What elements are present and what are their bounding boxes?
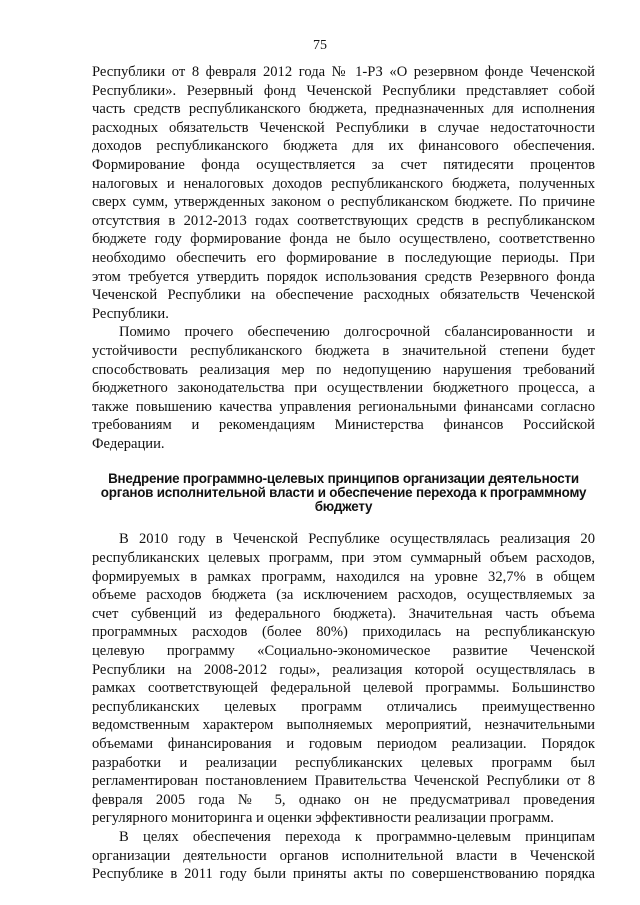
- paragraph-line: объеме расходов бюджета (за исключением расходов, осуществляемых за: [92, 587, 595, 604]
- paragraph-line: В 2010 году в Чеченской Республике осуществлялась реализация 20: [119, 531, 595, 548]
- paragraph-line: рамках соответствующей федеральной целевой программы. Большинство: [92, 680, 595, 697]
- paragraph-line: Республики.: [92, 305, 169, 322]
- paragraph-line: счет субвенций из федерального бюджета). Значительная часть объема: [92, 605, 595, 622]
- paragraph-line: доходов республиканского бюджета для их финансового обеспечения.: [92, 138, 595, 155]
- paragraph-line: этом требуется утвердить порядок использования средств Резервного фонда: [92, 268, 595, 285]
- paragraph-line: объемами финансирования и годовым периодом реализации. Порядок: [92, 736, 595, 752]
- paragraph-line: регулярного мониторинга и оценки эффективности реализации программ.: [92, 810, 554, 827]
- paragraph-line: отсутствия в 2012-2013 годах соответствующих средств в республиканском: [92, 212, 595, 229]
- paragraph-line: Чеченской Республики на обеспечение расходных обязательств Чеченской: [92, 287, 595, 304]
- paragraph-line: Республики на 2008-2012 годы», реализация которой осуществлялась в: [92, 661, 595, 678]
- section-heading-line: органов исполнительной власти и обеспечение перехода к программному: [100, 485, 587, 501]
- paragraph-line: бюджете году формирование фонда не было осуществлено, соответственно: [92, 231, 595, 248]
- paragraph-line: налоговых и неналоговых доходов республиканского бюджета, полученных: [92, 175, 595, 192]
- section-heading: [92, 472, 595, 514]
- paragraph-line: требованиям и рекомендациям Министерства финансов Российской: [92, 417, 595, 434]
- document-body: [92, 63, 595, 884]
- page-number: 75: [313, 38, 327, 53]
- paragraph-line: Республике в 2011 году были приняты акты по совершенствованию порядка: [92, 866, 595, 883]
- paragraph-line: республиканских целевых программ отличались преимущественно: [92, 698, 595, 715]
- paragraph: [92, 63, 595, 323]
- paragraph-line: сверх сумм, утвержденных законом о республиканском бюджете. По причине: [92, 194, 595, 211]
- paragraph-line: часть средств республиканского бюджета, предназначенных для исполнения: [92, 101, 595, 118]
- paragraph-line: способствовать реализация мер по недопущению нарушения требований: [92, 361, 595, 378]
- paragraph-line: устойчивости республиканского бюджета в значительной степени будет: [92, 342, 595, 359]
- paragraph: [92, 530, 595, 828]
- paragraph: [92, 828, 595, 884]
- paragraph-line: Республики от 8 февраля 2012 года № 1-РЗ «О резервном фонде Чеченской: [92, 64, 595, 80]
- paragraph-line: регламентирован постановлением Правительства Чеченской Республики от 8: [92, 773, 595, 790]
- paragraph-line: февраля 2005 года № 5, однако он не предусматривал проведения: [92, 791, 595, 808]
- paragraph-line: Республики». Резервный фонд Чеченской Республики представляет собой: [92, 82, 595, 99]
- section-heading-line: бюджету: [314, 499, 373, 515]
- paragraph-line: расходных обязательств Чеченской Республики в случае недостаточности: [92, 119, 595, 136]
- top-paragraphs: [92, 63, 595, 453]
- paragraph-line: также повышению качества управления региональными финансами согласно: [92, 398, 595, 415]
- paragraph-line: бюджетного законодательства при осуществлении бюджетного процесса, а: [92, 380, 595, 397]
- paragraph-line: необходимо обеспечить его формирование в последующие периоды. При: [92, 249, 595, 266]
- paragraph-line: Помимо прочего обеспечению долгосрочной сбалансированности и: [119, 324, 595, 341]
- paragraph-line: Федерации.: [92, 435, 165, 452]
- paragraph-line: В целях обеспечения перехода к программно-целевым принципам: [119, 828, 595, 845]
- paragraph-line: ведомственным характером выполняемых мероприятий, незначительными: [92, 717, 595, 734]
- paragraph-line: республиканских целевых программ, при этом суммарный объем расходов,: [92, 550, 595, 567]
- paragraph-line: разработки и реализации республиканских целевых программ был: [92, 754, 595, 771]
- paragraph-line: организации деятельности органов исполнительной власти в Чеченской: [92, 847, 595, 864]
- paragraph: [92, 323, 595, 453]
- paragraph-line: целевую программу «Социально-экономическое развитие Чеченской: [92, 643, 595, 660]
- bottom-paragraphs: [92, 530, 595, 883]
- section-heading-line: Внедрение программно-целевых принципов организации деятельности: [108, 471, 579, 487]
- paragraph-line: формируемых в рамках программ, находился на уровне 32,7% в общем: [92, 568, 595, 585]
- paragraph-line: Формирование фонда осуществляется за счет пятидесяти процентов: [92, 156, 595, 173]
- paragraph-line: программных расходов (более 80%) приходилась на республиканскую: [92, 624, 595, 641]
